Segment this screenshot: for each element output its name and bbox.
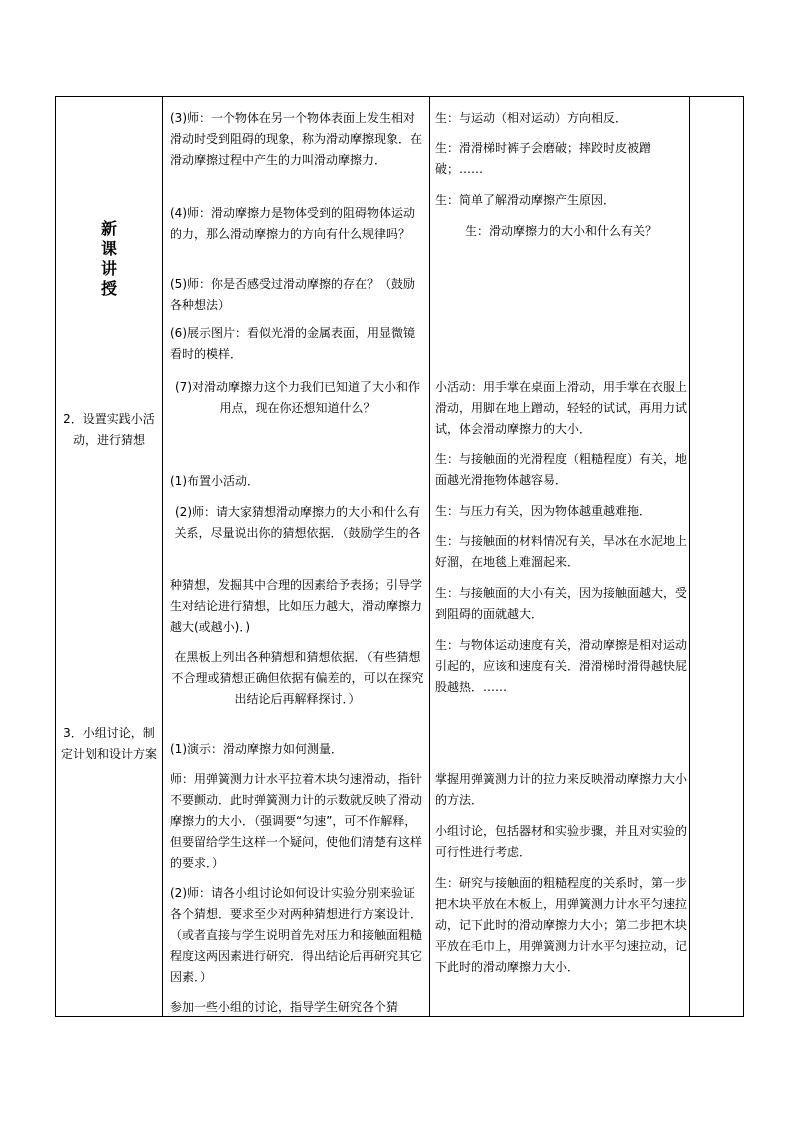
section-title-char: 新 <box>100 219 117 238</box>
teacher-text: (2)师：请各小组讨论如何设计实验分别来验证各个猜想．要求至少对两种猜想进行方案设计．（或者直接与学生说明首先对压力和接触面粗糙程度这两因素进行研究．得出结论后再研究其它因素．） <box>170 886 423 984</box>
section-title-char: 讲 <box>100 259 117 278</box>
student-text: 生：滑动摩擦力的大小和什么有关？ <box>464 224 657 238</box>
student-text: 生：简单了解滑动摩擦产生原因． <box>435 193 616 207</box>
student-text: 生：与运动（相对运动）方向相反． <box>435 111 628 125</box>
student-text: 生：与接触面的大小有关，因为接触面越大，受到阻碍的面就越大． <box>435 586 688 621</box>
section-title-char: 授 <box>100 279 117 298</box>
student-text: 小活动：用手掌在桌面上滑动，用手掌在衣服上滑动，用脚在地上蹭动，轻轻的试试，再用力试试，体会滑动摩擦力的大小． <box>435 380 688 436</box>
stage-column <box>56 97 163 1017</box>
teacher-text: (6)展示图片：看似光滑的金属表面，用显微镜看时的模样． <box>170 326 415 361</box>
student-text: 生：与压力有关，因为物体越重越难拖． <box>435 504 652 518</box>
step-2-label: 2．设置实践小活动，进行猜想 <box>63 412 155 447</box>
student-text: 生：与物体运动速度有关，滑动摩擦是相对运动引起的，应该和速度有关．滑滑梯时滑得越快屁股越热．…… <box>435 638 688 694</box>
teacher-activity-column <box>163 97 430 1017</box>
student-text: 生：与接触面的光滑程度（粗糙程度）有关，地面越光滑拖物体越容易． <box>435 452 688 487</box>
student-activity-column <box>430 97 690 1017</box>
step-3-label: 3．小组讨论，制定计划和设计方案 <box>60 726 157 761</box>
student-text: 掌握用弹簧测力计的拉力来反映滑动摩擦力大小的方法． <box>435 772 688 807</box>
teacher-text: 参加一些小组的讨论，指导学生研究各个猜 <box>170 1000 399 1014</box>
teacher-text: (4)师：滑动摩擦力是物体受到的阻碍物体运动的力，那么滑动摩擦力的方向有什么规律吗？ <box>170 206 415 241</box>
teacher-text: (5)师：你是否感受过滑动摩擦的存在？（鼓励各种想法） <box>170 277 415 312</box>
notes-column <box>690 97 744 1017</box>
student-text: 小组讨论，包括器材和实验步骤，并且对实验的可行性进行考虑． <box>435 824 688 859</box>
teacher-text: (1)演示：滑动摩擦力如何测量． <box>170 742 343 756</box>
section-title <box>92 219 126 299</box>
teacher-text: (1)布置小活动． <box>170 474 259 488</box>
student-text: 生：与接触面的材料情况有关，旱冰在水泥地上好溜，在地毯上难溜起来． <box>435 534 688 569</box>
teacher-text: (7)对滑动摩擦力这个力我们已知道了大小和作用点，现在你还想知道什么？ <box>175 380 420 415</box>
teacher-text: 师：用弹簧测力计水平拉着木块匀速滑动，指针不要颤动．此时弹簧测力计的示数就反映了滑动摩擦力的大小．（强调要“匀速”，可不作解释，但要留给学生这样一个疑问，使他们清楚有这样的要求．） <box>170 772 423 870</box>
lesson-table <box>55 96 744 1017</box>
teacher-text: 在黑板上列出各种猜想和猜想依据．（有些猜想不合理或猜想正确但依据有偏差的，可以在探究出结论后再解释探讨．） <box>171 650 424 706</box>
section-title-char: 课 <box>100 239 117 258</box>
teacher-text: (2)师：请大家猜想滑动摩擦力的大小和什么有关系，尽量说出你的猜想依据．（鼓励学生的各 <box>174 505 421 540</box>
student-text: 生：研究与接触面的粗糙程度的关系时，第一步把木块平放在木板上，用弹簧测力计水平匀速拉动，记下此时的滑动摩擦力大小；第二步把木块平放在毛巾上，用弹簧测力计水平匀速拉动，记下此时的滑动摩擦力大小． <box>435 876 688 974</box>
teacher-text: (3)师：一个物体在另一个物体表面上发生相对滑动时受到阻碍的现象，称为滑动摩擦现象．在滑动摩擦过程中产生的力叫滑动摩擦力． <box>170 111 423 167</box>
teacher-text: 种猜想，发掘其中合理的因素给予表扬；引导学生对结论进行猜想，比如压力越大，滑动摩擦力越大(或越小)．) <box>170 578 423 634</box>
student-text: 生：滑滑梯时裤子会磨破；摔跤时皮被蹭破；…… <box>435 141 652 176</box>
